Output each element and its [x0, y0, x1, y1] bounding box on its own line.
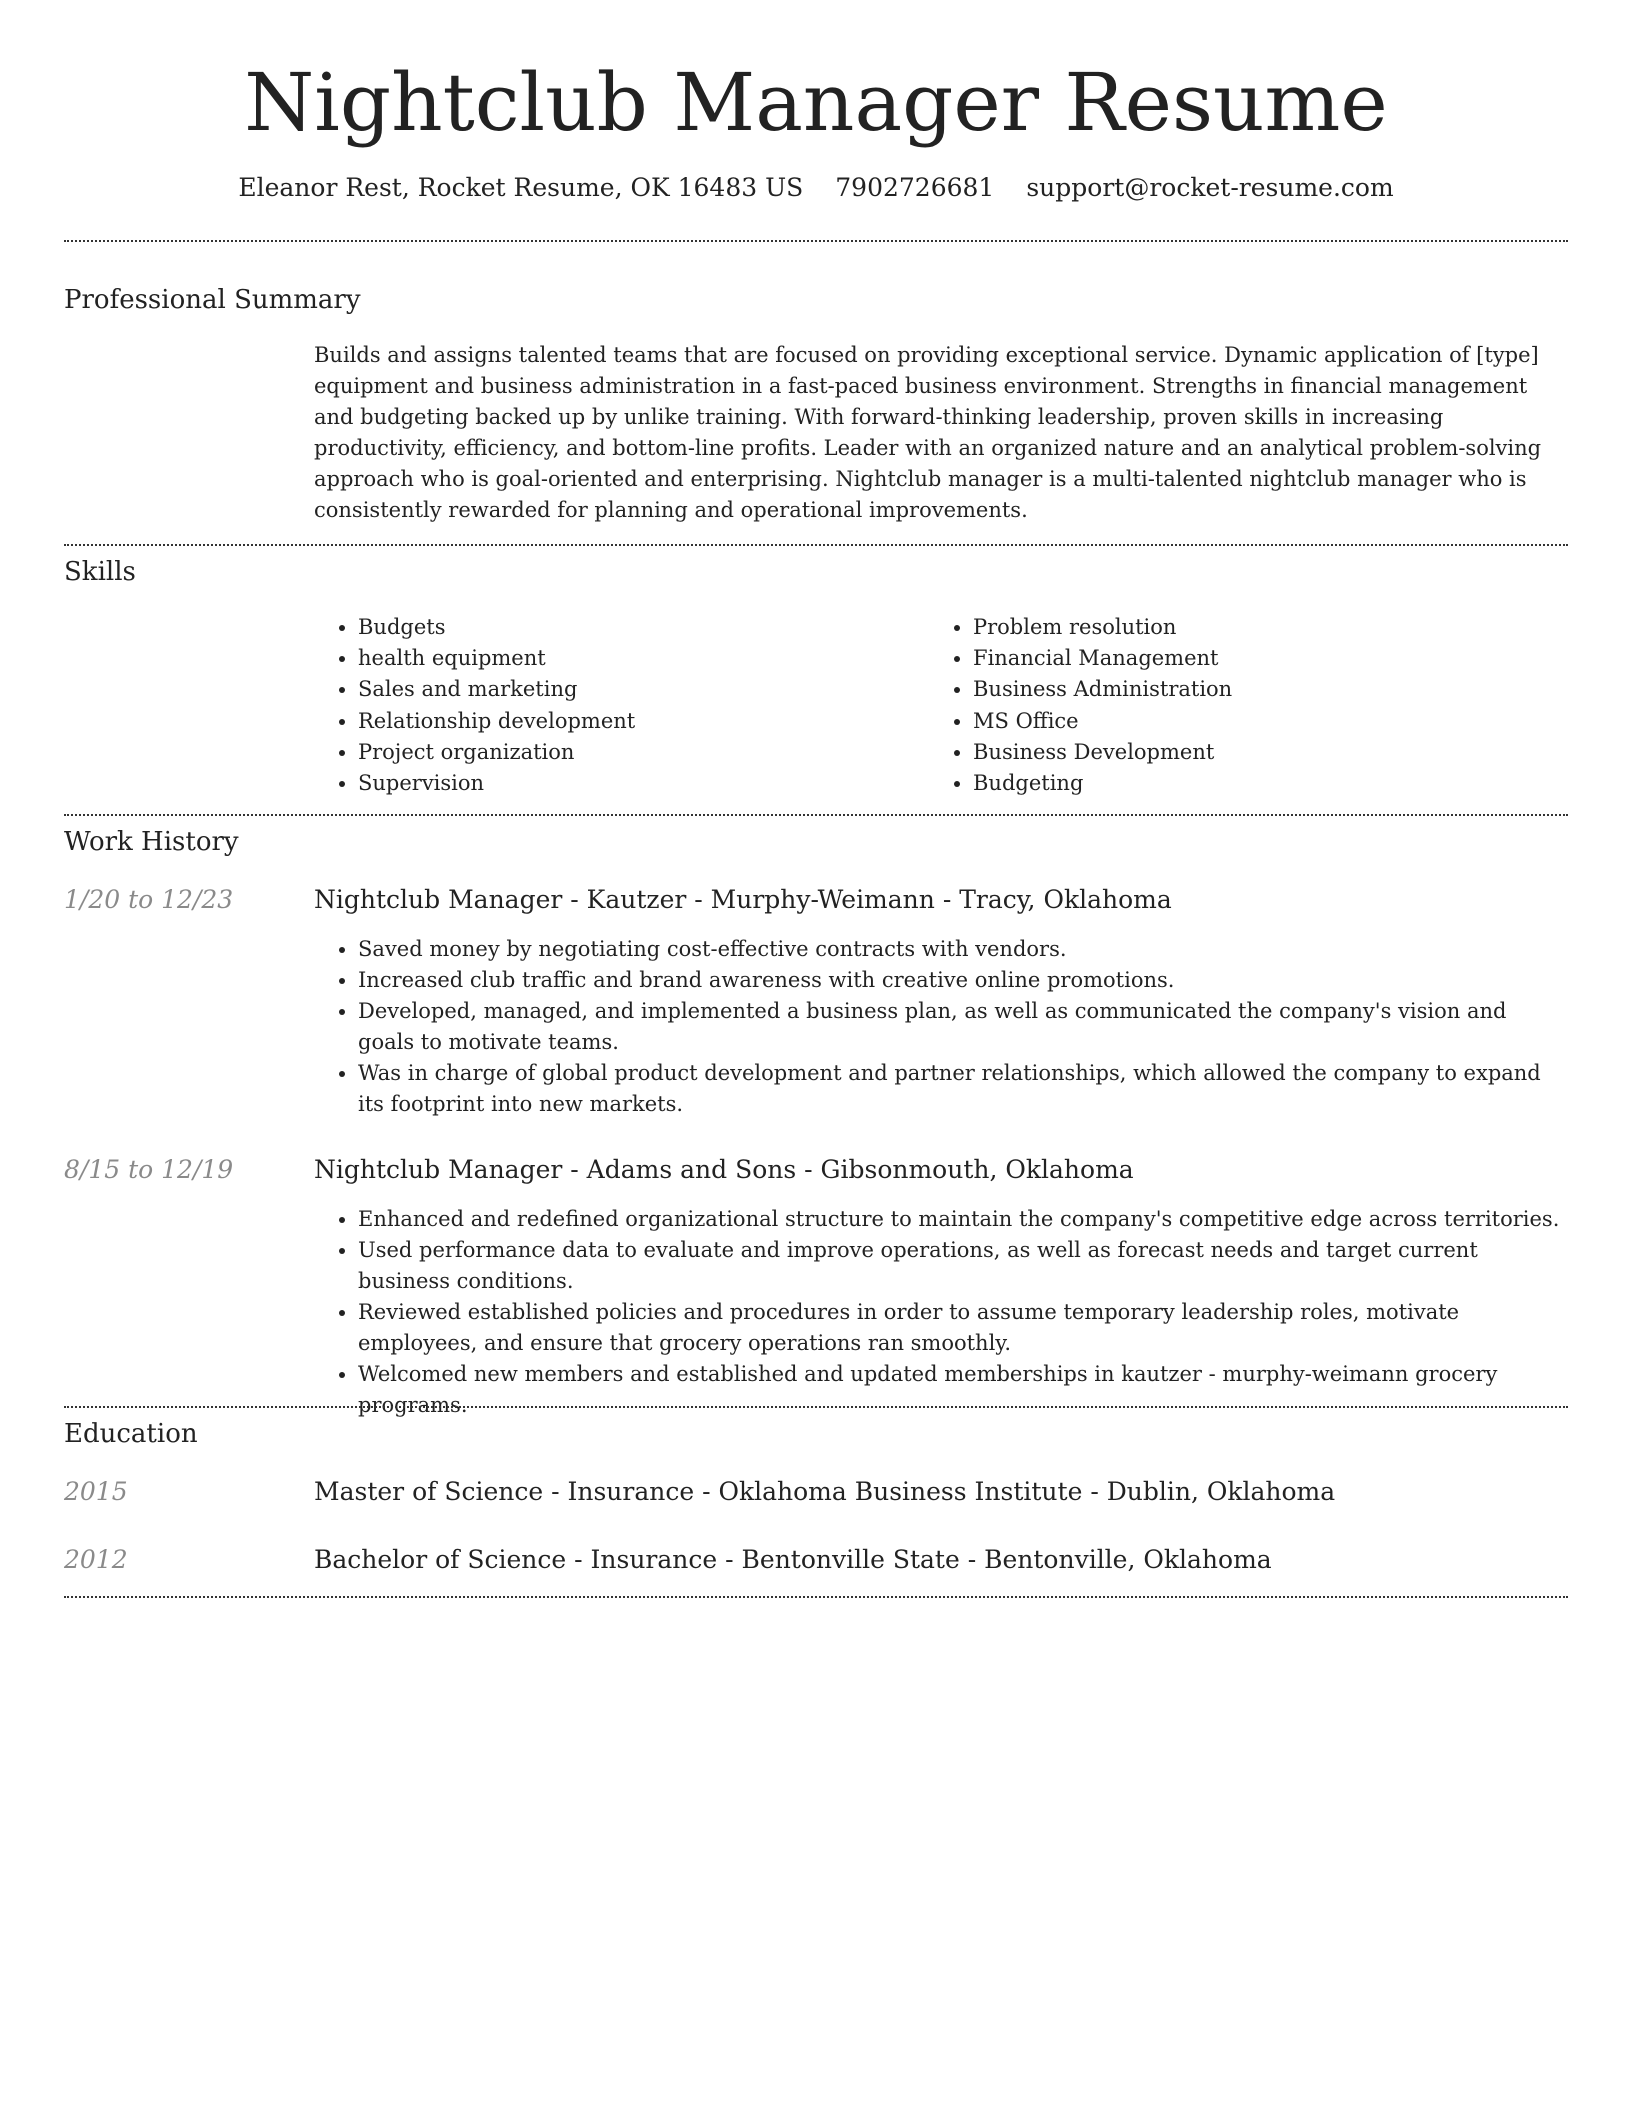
- skill-item: • Project organization: [358, 737, 635, 768]
- job-bullet: • Reviewed established policies and procedures in order to assume temporary leadership roles, motivate employees, and ensure that grocery operations ran smoothly.: [358, 1297, 1568, 1359]
- summary-text: Builds and assigns talented teams that are focused on providing exceptional service. Dynamic application of [type] equipment and business administration in a fast-paced business environment. Strengths in financial management and budgeting backed up by unlike training. With forward-thinking leadership, proven skills in increasing productivity, efficiency, and bottom-line profits. Leader with an organized nature and an analytical problem-solving approach who is goal-oriented and enterprising. Nightclub manager is a multi-talented nightclub manager who is consistently rewarded for planning and operational improvements.: [314, 343, 1542, 522]
- skill-item: • Business Administration: [973, 674, 1232, 705]
- education-heading: Education: [64, 1419, 198, 1449]
- job-bullet: • Used performance data to evaluate and improve operations, as well as forecast needs and target current business conditions.: [358, 1235, 1568, 1297]
- skill-item: • Sales and marketing: [358, 674, 635, 705]
- job-bullet: • Enhanced and redefined organizational structure to maintain the company's competitive edge across territories.: [358, 1204, 1568, 1235]
- skill-item: • Business Development: [973, 737, 1232, 768]
- job-title: Nightclub Manager - Adams and Sons - Gibsonmouth, Oklahoma: [314, 1155, 1134, 1184]
- job-bullet: • Was in charge of global product development and partner relationships, which allowed the company to expand its footprint into new markets.: [358, 1058, 1568, 1120]
- education-year: 2012: [64, 1545, 128, 1574]
- contact-email: support@rocket-resume.com: [1026, 173, 1394, 202]
- skill-item: • Relationship development: [358, 706, 635, 737]
- education-year: 2015: [64, 1477, 128, 1506]
- work-divider: [64, 1406, 1568, 1408]
- skills-divider: [64, 814, 1568, 816]
- skills-list-left: [314, 612, 635, 799]
- job-bullet: • Saved money by negotiating cost-effective contracts with vendors.: [358, 934, 1568, 965]
- contact-line: [64, 168, 1568, 208]
- education-degree: Bachelor of Science - Insurance - Bentonville State - Bentonville, Oklahoma: [314, 1545, 1272, 1574]
- job-bullet: • Welcomed new members and established and updated memberships in kautzer - murphy-weimann grocery programs.: [358, 1359, 1568, 1421]
- skill-item: • Supervision: [358, 768, 635, 799]
- job-bullets: [314, 1204, 1568, 1421]
- summary-divider: [64, 544, 1568, 546]
- job-bullets: [314, 934, 1568, 1120]
- skills-heading: Skills: [64, 557, 136, 587]
- education-degree: Master of Science - Insurance - Oklahoma Business Institute - Dublin, Oklahoma: [314, 1477, 1336, 1506]
- skill-item: • Financial Management: [973, 643, 1232, 674]
- skill-item: • MS Office: [973, 706, 1232, 737]
- skill-item: • Problem resolution: [973, 612, 1232, 643]
- job-title: Nightclub Manager - Kautzer - Murphy-Weimann - Tracy, Oklahoma: [314, 885, 1172, 914]
- education-divider: [64, 1596, 1568, 1598]
- job-bullet: • Developed, managed, and implemented a business plan, as well as communicated the company's vision and goals to motivate teams.: [358, 996, 1568, 1058]
- job-date: 8/15 to 12/19: [64, 1155, 234, 1184]
- work-heading: Work History: [64, 827, 239, 857]
- skills-list-right: [929, 612, 1232, 799]
- skill-item: • health equipment: [358, 643, 635, 674]
- job-date: 1/20 to 12/23: [64, 885, 234, 914]
- summary-heading: Professional Summary: [64, 285, 361, 315]
- skill-item: • Budgets: [358, 612, 635, 643]
- contact-phone: 7902726681: [835, 173, 995, 202]
- contact-address: Eleanor Rest, Rocket Resume, OK 16483 US: [238, 173, 804, 202]
- skill-item: • Budgeting: [973, 768, 1232, 799]
- resume-title: Nightclub Manager Resume: [244, 56, 1388, 149]
- header-divider: [64, 240, 1568, 242]
- job-bullet: • Increased club traffic and brand awareness with creative online promotions.: [358, 965, 1568, 996]
